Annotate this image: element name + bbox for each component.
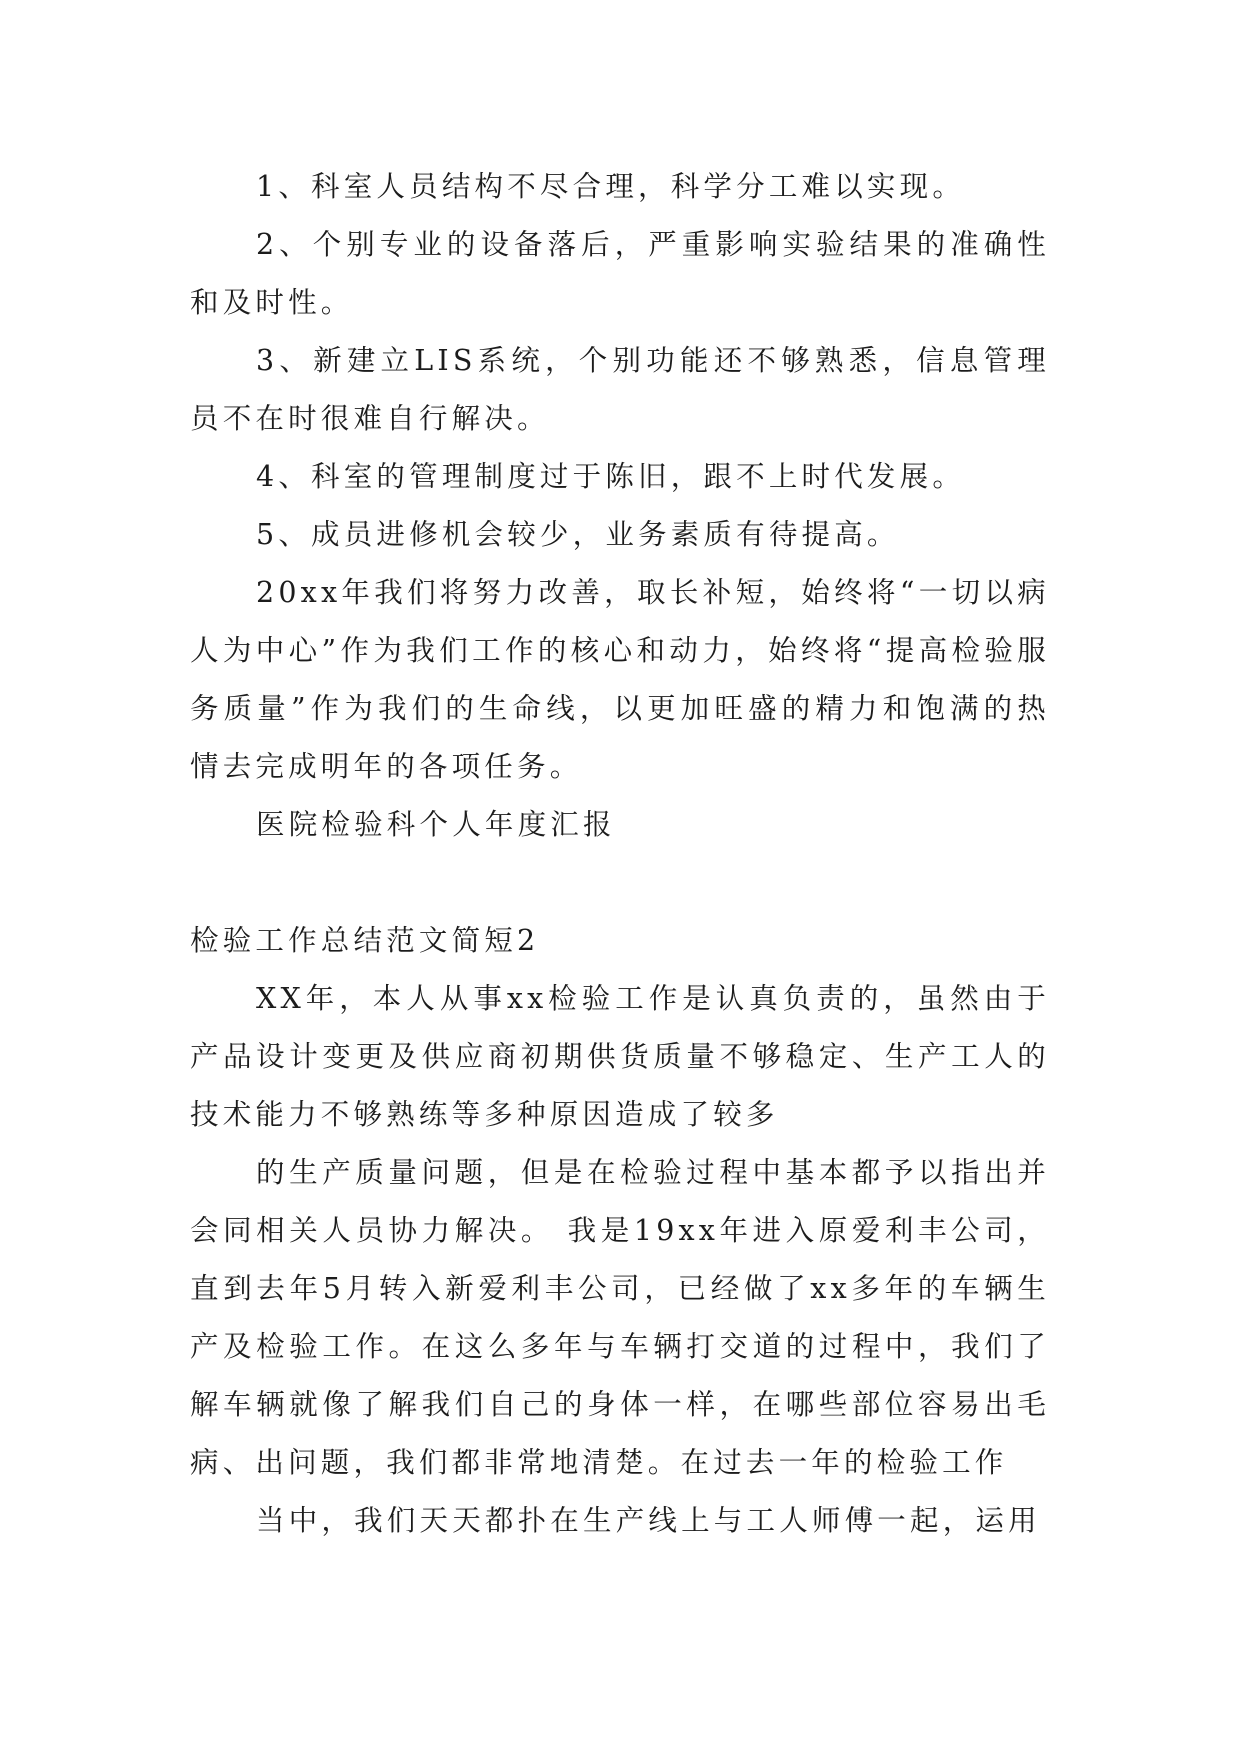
body-paragraph-1: XX年，本人从事xx检验工作是认真负责的，虽然由于产品设计变更及供应商初期供货质量不够稳定、生产工人的技术能力不够熟练等多种原因造成了较多 [190,982,1050,1131]
list-item-4: 4、科室的管理制度过于陈旧，跟不上时代发展。 [256,460,966,493]
plan-paragraph: 20xx年我们将努力改善，取长补短，始终将“一切以病人为中心”作为我们工作的核心和动力，始终将“提高检验服务质量”作为我们的生命线，以更加旺盛的精力和饱满的热情去完成明年的各项任务。 [190,576,1050,783]
list-item-1: 1、科室人员结构不尽合理，科学分工难以实现。 [256,170,966,203]
body-paragraph-3: 当中，我们天天都扑在生产线上与工人师傅一起，运用 [256,1504,1041,1537]
body-paragraph-2: 的生产质量问题，但是在检验过程中基本都予以指出并会同相关人员协力解决。 我是19xx年进入原爱利丰公司，直到去年5月转入新爱利丰公司，已经做了xx多年的车辆生产及检验工作。在这么多年与车辆打交道的过程中，我们了解车辆就像了解我们自己的身体一样，在哪些部位容易出毛病、出问题，我们都非常地清楚。在过去一年的检验工作 [190,1156,1050,1479]
list-item-5: 5、成员进修机会较少，业务素质有待提高。 [256,518,900,551]
list-item-2: 2、个别专业的设备落后，严重影响实验结果的准确性和及时性。 [190,228,1050,319]
list-item-3: 3、新建立LIS系统，个别功能还不够熟悉，信息管理员不在时很难自行解决。 [190,344,1050,435]
section-heading: 检验工作总结范文简短2 [190,924,540,957]
report-title-line: 医院检验科个人年度汇报 [256,808,616,841]
document-body [190,158,1050,1550]
